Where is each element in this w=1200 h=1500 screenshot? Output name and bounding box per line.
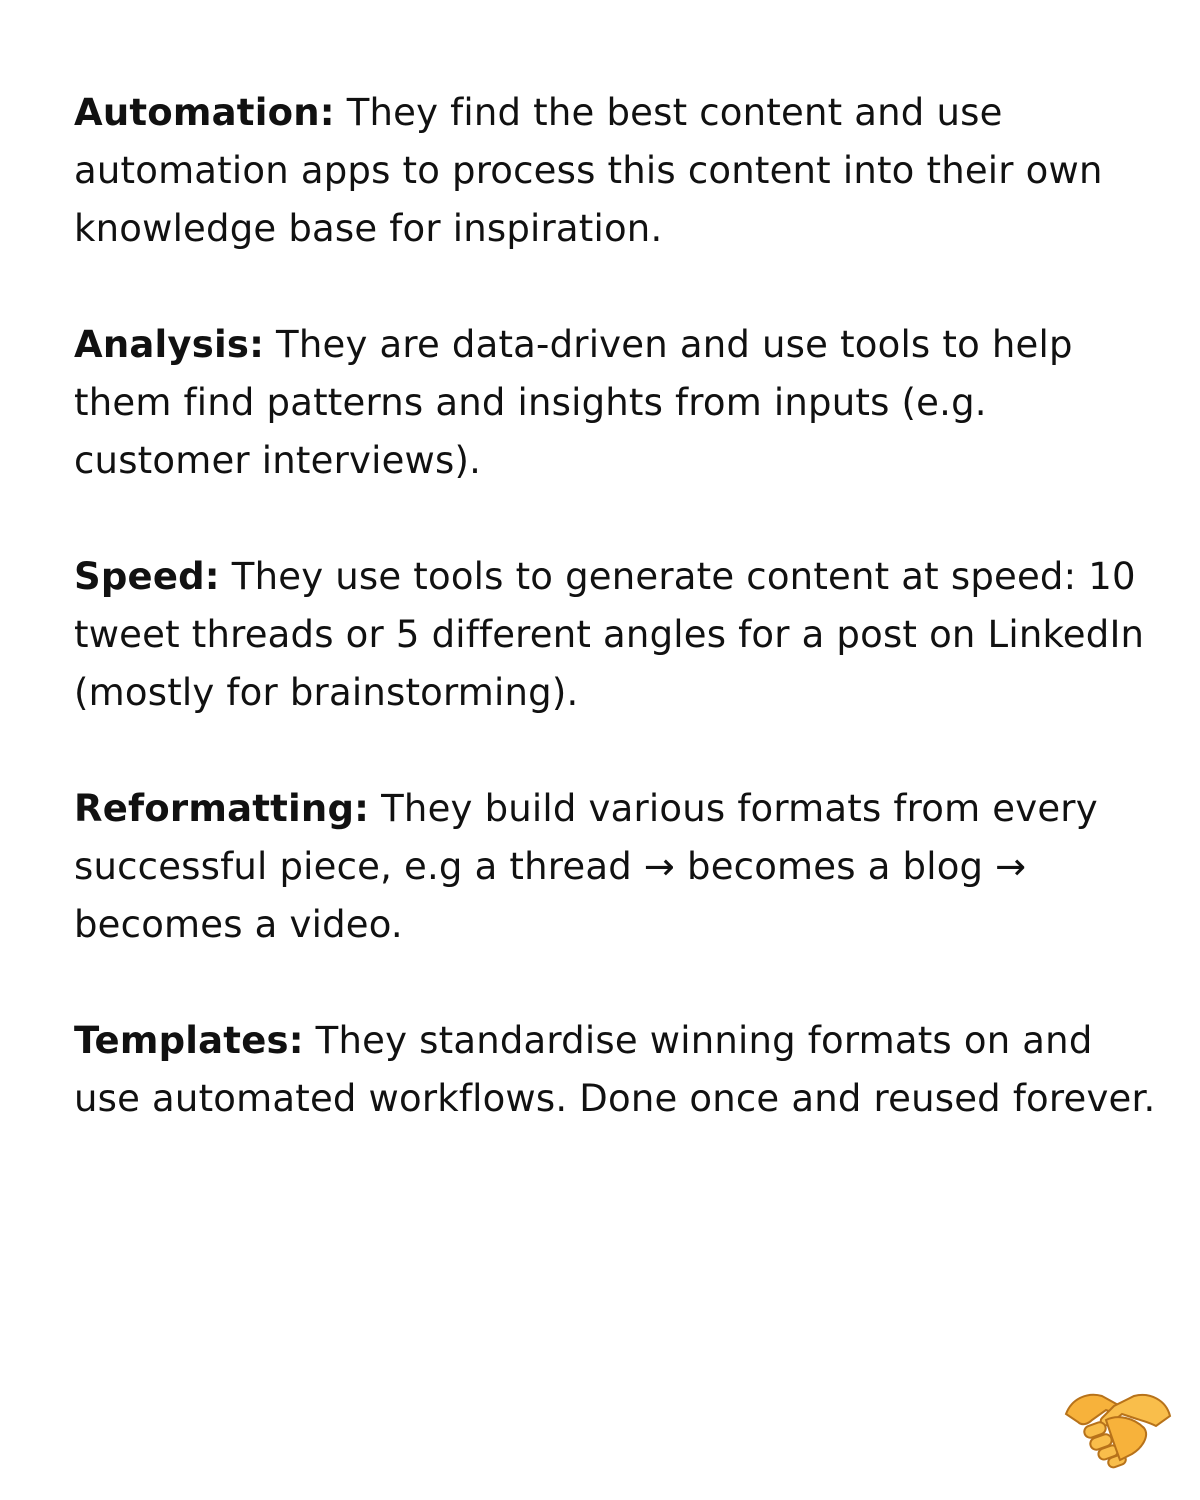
section-speed	[74, 548, 1164, 722]
section-automation	[74, 84, 1164, 258]
section-templates	[74, 1012, 1164, 1128]
section-reformatting	[74, 780, 1164, 954]
document-body	[74, 84, 1164, 1186]
section-term: Templates:	[74, 1019, 304, 1062]
section-text: They are data-driven and use tools to help them find patterns and insights from inputs (e.g. customer interviews).	[74, 323, 1073, 482]
section-analysis	[74, 316, 1164, 490]
section-term: Automation:	[74, 91, 335, 134]
section-text: They use tools to generate content at speed: 10 tweet threads or 5 different angles for a post on LinkedIn (mostly for brainstorming).	[74, 555, 1145, 714]
section-term: Reformatting:	[74, 787, 370, 830]
section-term: Speed:	[74, 555, 220, 598]
handshake-icon	[1062, 1384, 1174, 1474]
section-text: They build various formats from every successful piece, e.g a thread → becomes a blog → becomes a video.	[74, 787, 1098, 946]
section-term: Analysis:	[74, 323, 265, 366]
section-text: They standardise winning formats on and use automated workflows. Done once and reused forever.	[74, 1019, 1156, 1120]
section-text: They find the best content and use automation apps to process this content into their own knowledge base for inspiration.	[74, 91, 1103, 250]
